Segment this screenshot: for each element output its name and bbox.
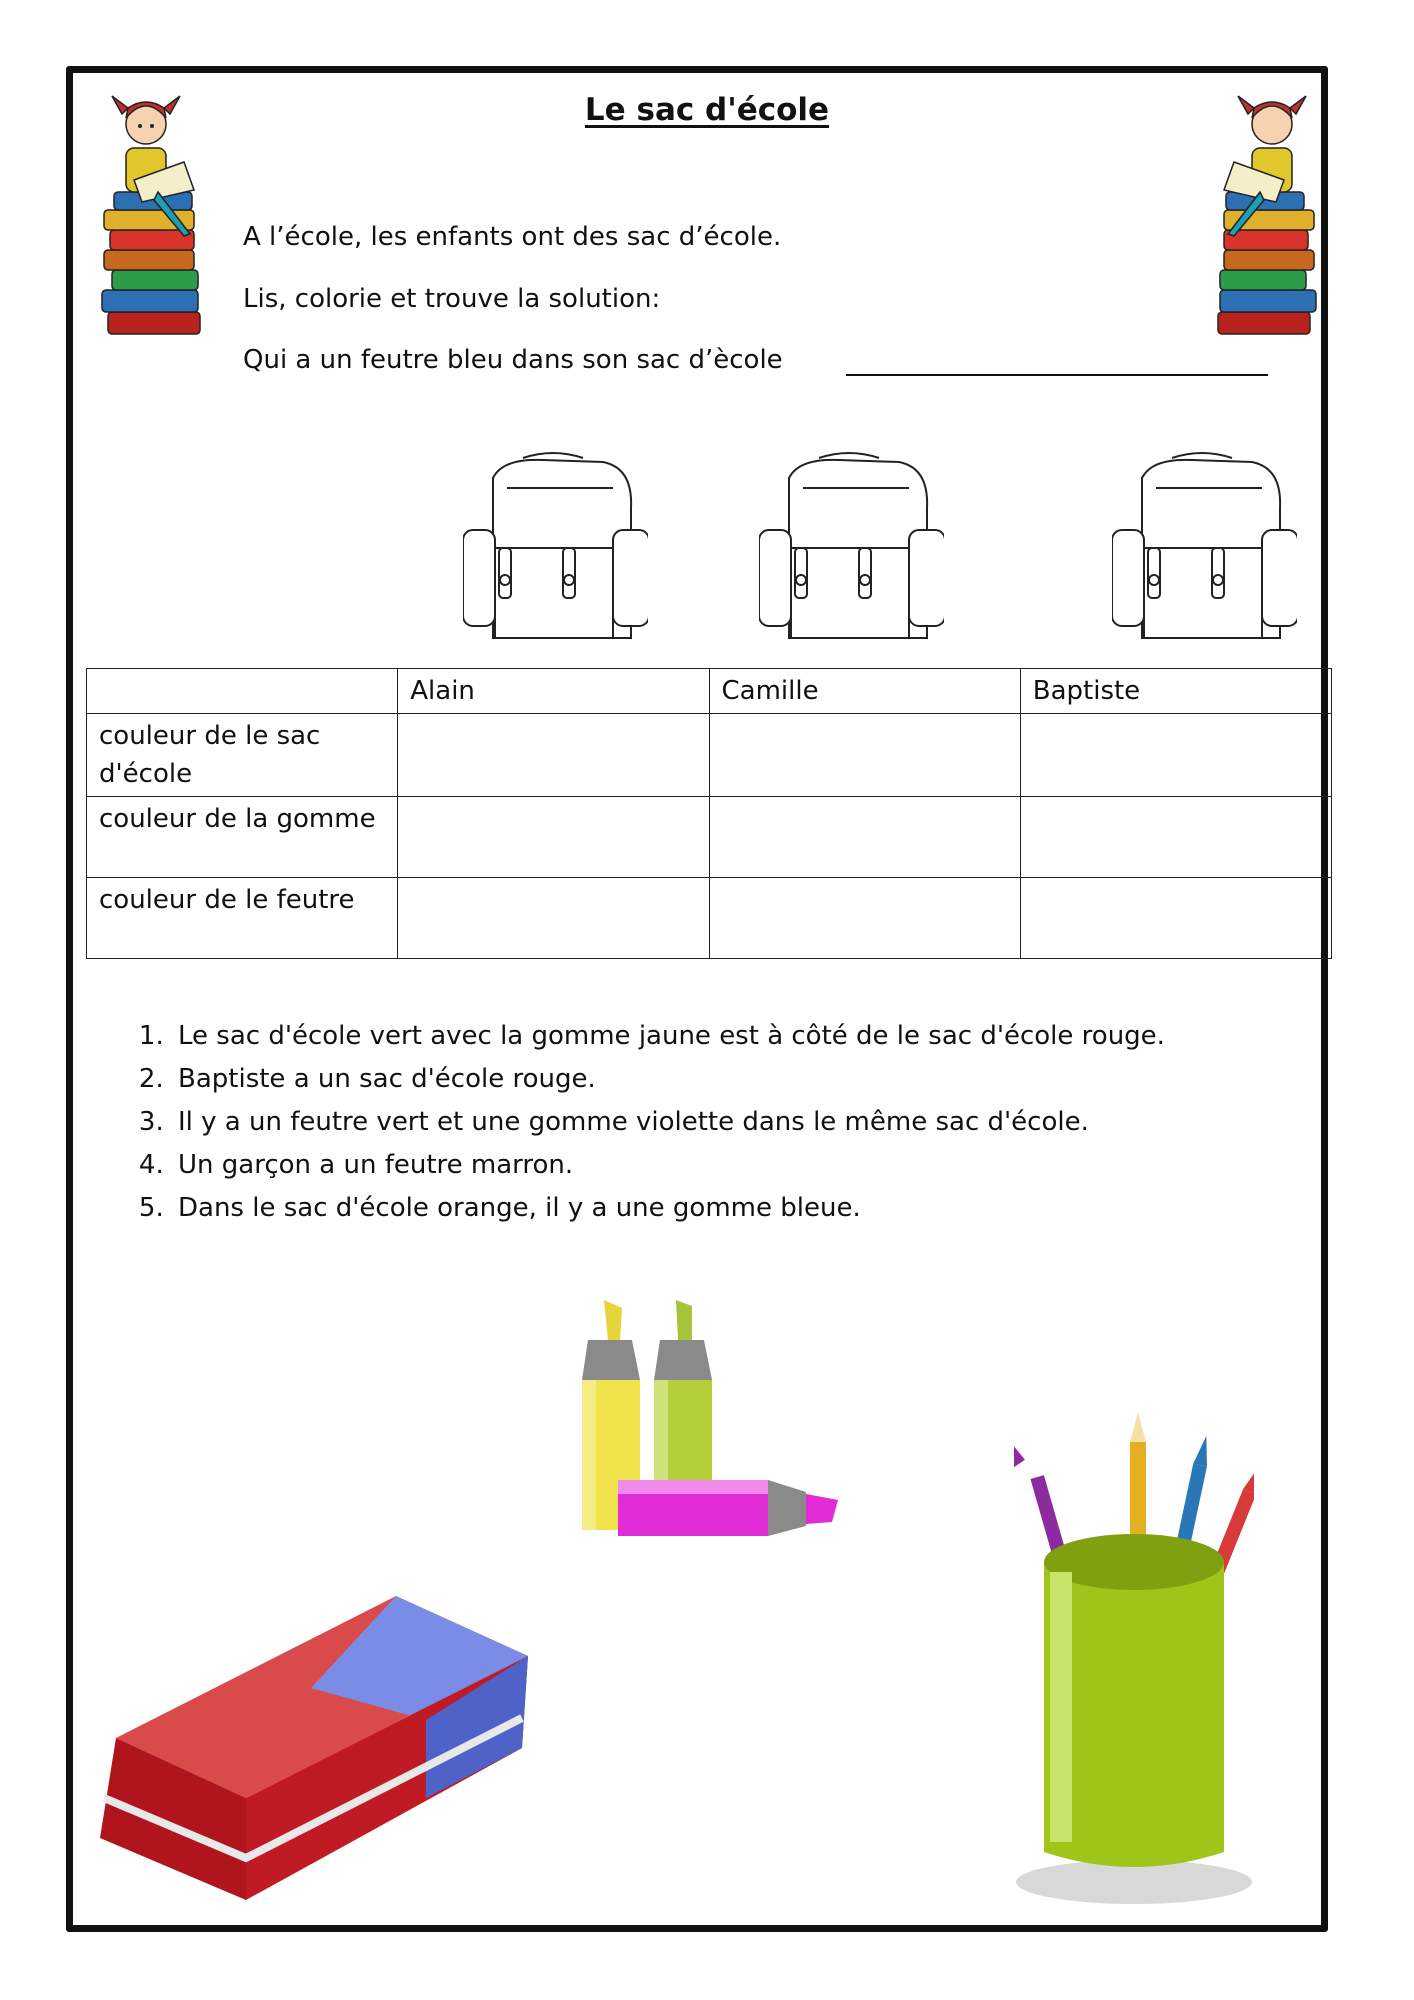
answer-line[interactable] xyxy=(846,374,1268,376)
school-backpack-icon[interactable] xyxy=(463,448,648,648)
table-row xyxy=(87,714,1332,797)
table-row xyxy=(87,797,1332,878)
clue-item: 5. Dans le sac d'école orange, il y a une gomme bleue. xyxy=(172,1187,1272,1230)
table-header-cell: Camille xyxy=(709,669,1020,714)
answer-cell[interactable] xyxy=(398,878,709,959)
row-label: couleur de le feutre xyxy=(87,878,398,959)
clue-list xyxy=(130,1015,1272,1230)
row-label: couleur de le sac d'école xyxy=(87,714,398,797)
girl-reading-on-books-icon xyxy=(1205,84,1320,344)
table-header-cell: Baptiste xyxy=(1020,669,1331,714)
table-header-cell xyxy=(87,669,398,714)
clue-item: 2. Baptiste a un sac d'école rouge. xyxy=(172,1058,1272,1101)
answer-cell[interactable] xyxy=(1020,714,1331,797)
clue-item: 1. Le sac d'école vert avec la gomme jaune est à côté de le sac d'école rouge. xyxy=(172,1015,1272,1058)
question-text: Qui a un feutre bleu dans son sac d’ècole xyxy=(243,345,783,375)
clue-item: 3. Il y a un feutre vert et une gomme violette dans le même sac d'école. xyxy=(172,1101,1272,1144)
row-label: couleur de la gomme xyxy=(87,797,398,878)
clue-item: 4. Un garçon a un feutre marron. xyxy=(172,1144,1272,1187)
table-header-row xyxy=(87,669,1332,714)
eraser-icon xyxy=(96,1588,536,1904)
page-title: Le sac d'école xyxy=(584,92,830,128)
table-header-cell: Alain xyxy=(398,669,709,714)
answer-cell[interactable] xyxy=(709,797,1020,878)
answer-cell[interactable] xyxy=(1020,797,1331,878)
logic-grid-table xyxy=(86,668,1332,959)
answer-cell[interactable] xyxy=(398,797,709,878)
school-backpack-icon[interactable] xyxy=(759,448,944,648)
highlighter-markers-icon xyxy=(570,1300,840,1540)
answer-cell[interactable] xyxy=(709,878,1020,959)
answer-cell[interactable] xyxy=(1020,878,1331,959)
answer-cell[interactable] xyxy=(398,714,709,797)
school-backpack-icon[interactable] xyxy=(1112,448,1297,648)
instruction-text: Lis, colorie et trouve la solution: xyxy=(243,284,661,314)
answer-cell[interactable] xyxy=(709,714,1020,797)
pencil-cup-icon xyxy=(1014,1412,1254,1912)
table-row xyxy=(87,878,1332,959)
girl-reading-on-books-icon xyxy=(98,84,213,344)
intro-text: A l’école, les enfants ont des sac d’école. xyxy=(243,222,782,252)
